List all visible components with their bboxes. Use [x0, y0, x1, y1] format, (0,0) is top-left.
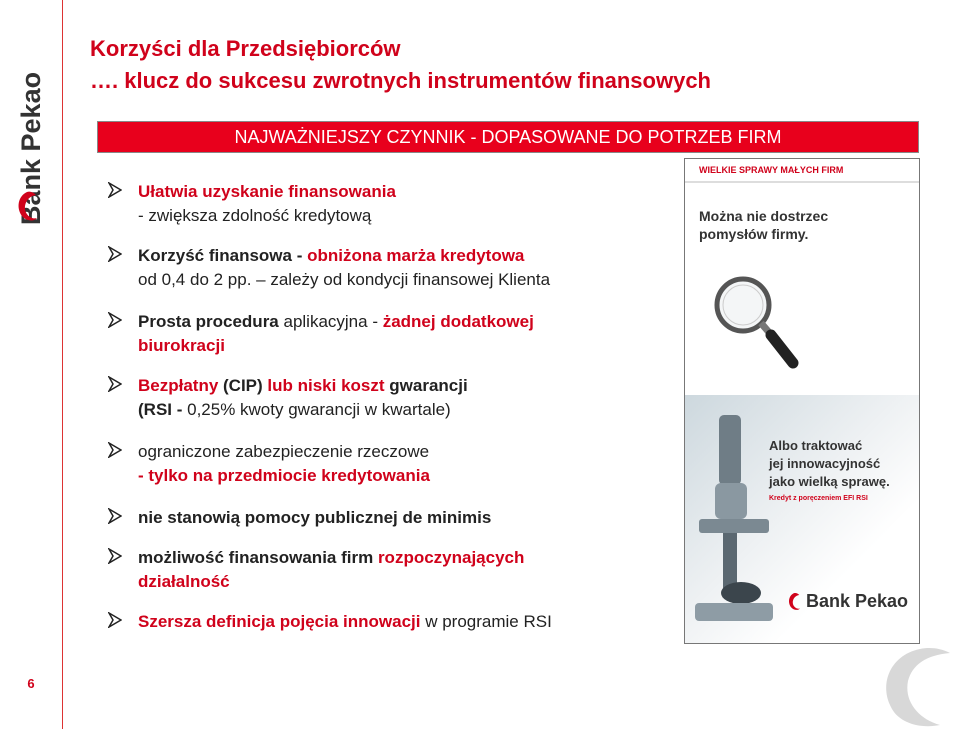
ad-bottom-line: jako wielką sprawę.	[769, 474, 890, 489]
ad-bottom-line: jej innowacyjność	[769, 456, 881, 471]
ad-top-line: pomysłów firmy.	[699, 226, 809, 242]
ad-bank-logo	[785, 591, 908, 612]
arrow-bullet-icon	[108, 182, 122, 198]
bullet-text-highlight: lub niski koszt	[267, 376, 385, 395]
decorative-swoosh-icon	[860, 645, 959, 729]
page-number: 6	[27, 676, 35, 691]
arrow-bullet-icon	[108, 442, 122, 458]
pekao-swirl-icon	[14, 190, 40, 224]
magnifying-glass-icon	[705, 267, 815, 377]
bullet-text: aplikacyjna -	[278, 312, 383, 331]
bullet-text-highlight: działalność	[138, 572, 230, 591]
key-factor-banner: NAJWAŻNIEJSZY CZYNNIK - DOPASOWANE DO POTRZEB FIRM	[97, 121, 919, 153]
page-subtitle: …. klucz do sukcesu zwrotnych instrumentów finansowych	[90, 68, 711, 93]
left-sidebar	[0, 0, 63, 729]
bullet-text: w programie RSI	[420, 612, 552, 631]
bullet-text-highlight: obniżona marża kredytowa	[307, 246, 525, 265]
bullet-text-highlight: Bezpłatny	[138, 376, 219, 395]
bullet-text: (CIP)	[218, 376, 268, 395]
bullet-text-highlight: - tylko na przedmiocie kredytowania	[138, 466, 430, 485]
ad-bottom-panel	[685, 395, 920, 644]
bullet-text: możliwość finansowania firm	[138, 548, 374, 567]
ad-top-line: Można nie dostrzec	[699, 208, 829, 224]
microscope-icon	[689, 415, 773, 625]
page-title: Korzyści dla Przedsiębiorców	[90, 36, 401, 61]
advertisement-image	[684, 158, 920, 644]
ad-bottom-text	[769, 437, 890, 491]
bullet-text-highlight: żadnej dodatkowej	[382, 312, 534, 331]
bullet-text-highlight: rozpoczynających	[373, 548, 525, 567]
bullet-text: Korzyść finansowa -	[138, 246, 303, 265]
ad-header: WIELKIE SPRAWY MAŁYCH FIRM	[699, 165, 844, 175]
bullet-text: od 0,4 do 2 pp.	[138, 270, 252, 289]
bullet-text: 0,25% kwoty gwarancji w kwartale)	[187, 400, 451, 419]
arrow-bullet-icon	[108, 508, 122, 524]
arrow-bullet-icon	[108, 246, 122, 262]
bullet-text: – zależy od kondycji finansowej Klienta	[251, 270, 551, 289]
ad-logo-text: Bank Pekao	[806, 591, 909, 611]
bullet-text: ograniczone zabezpieczenie rzeczowe	[138, 442, 430, 461]
bullet-text: Ułatwia uzyskanie finansowania	[138, 182, 396, 201]
arrow-bullet-icon	[108, 312, 122, 328]
ad-top-text	[699, 207, 828, 243]
bullet-text: - zwiększa zdolność kredytową	[138, 206, 372, 225]
ad-bottom-sub: Kredyt z poręczeniem EFI RSI	[769, 495, 868, 502]
arrow-bullet-icon	[108, 376, 122, 392]
pekao-swirl-icon	[785, 592, 803, 612]
logo-text: Bank Pekao	[16, 71, 46, 225]
bullet-text-highlight: Szersza definicja pojęcia innowacji	[138, 612, 421, 631]
ad-bottom-line: Albo traktować	[769, 438, 863, 453]
bullet-text: gwarancji	[384, 376, 468, 395]
arrow-bullet-icon	[108, 612, 122, 628]
bullet-text: Prosta procedura	[138, 312, 279, 331]
bullet-text: nie stanowią pomocy publicznej de minimis	[138, 508, 492, 527]
bullet-text: (RSI -	[138, 400, 188, 419]
bullet-text-highlight: biurokracji	[138, 336, 225, 355]
arrow-bullet-icon	[108, 548, 122, 564]
